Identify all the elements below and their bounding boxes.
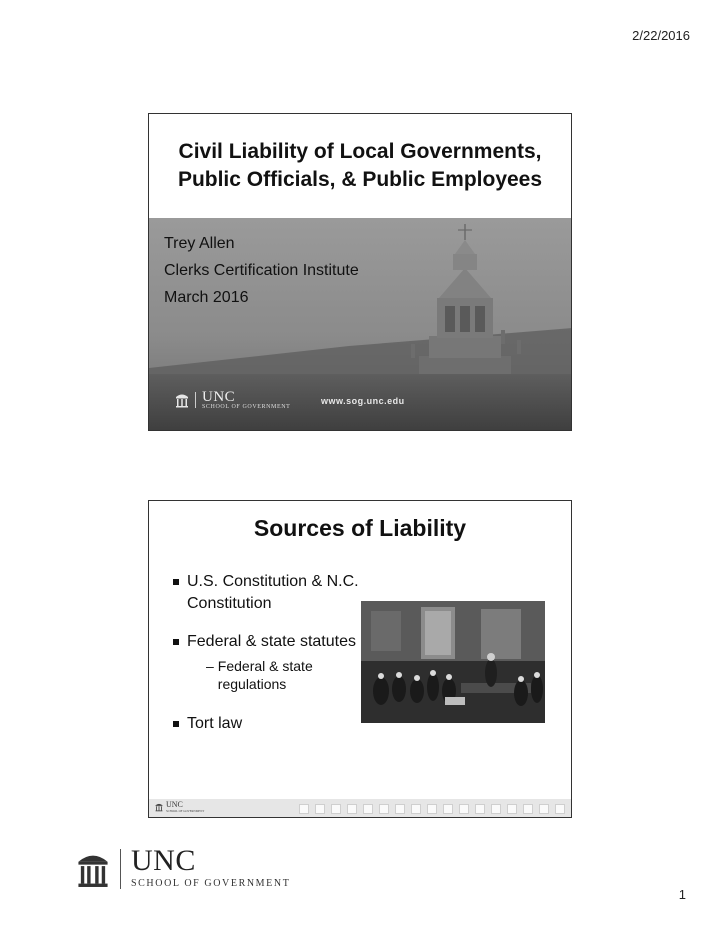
list-item-text: U.S. Constitution & N.C. Constitution — [187, 573, 359, 612]
slide-title: Civil Liability of Local Governments, Public Officials, & Public Employees — [177, 140, 543, 191]
unc-wordmark: UNC — [166, 800, 183, 809]
sog-wordmark: SCHOOL OF GOVERNMENT — [131, 878, 291, 889]
sources-slide — [148, 500, 572, 818]
constitutional-convention-painting — [361, 601, 545, 723]
old-well-icon — [76, 849, 110, 889]
logo-divider — [120, 849, 121, 889]
sub-item-text: Federal & state regulations — [217, 658, 313, 692]
slide-details — [164, 230, 359, 311]
square-bullet-icon — [173, 579, 179, 585]
title-slide — [148, 113, 572, 431]
sog-wordmark: SCHOOL OF GOVERNMENT — [166, 809, 205, 813]
list-item — [173, 713, 359, 735]
square-bullet-icon — [173, 721, 179, 727]
list-item — [173, 571, 359, 615]
unc-wordmark: UNC — [202, 389, 236, 405]
sub-list-item — [206, 657, 359, 693]
footer-decoration — [299, 804, 565, 814]
old-well-icon — [175, 392, 189, 408]
slide-footer-bar — [149, 799, 571, 817]
list-item-text: Tort law — [187, 715, 243, 732]
slide-title: Sources of Liability — [253, 515, 467, 541]
website-url[interactable]: www.sog.unc.edu — [321, 396, 405, 406]
unc-sog-logo — [76, 844, 291, 889]
slide-body — [149, 218, 571, 431]
square-bullet-icon — [173, 639, 179, 645]
sog-wordmark: SCHOOL OF GOVERNMENT — [202, 404, 291, 410]
list-item-text: Federal & state statutes — [187, 633, 356, 650]
slide-title-area — [149, 114, 571, 218]
old-well-icon — [155, 802, 163, 812]
list-item — [173, 631, 359, 653]
event-date: March 2016 — [164, 289, 249, 306]
event-name: Clerks Certification Institute — [164, 262, 359, 279]
page-date: 2/22/2016 — [632, 28, 690, 43]
unc-logo — [175, 390, 290, 410]
page-number: 1 — [678, 887, 686, 902]
unc-logo — [155, 801, 204, 813]
unc-wordmark: UNC — [131, 844, 196, 877]
dash-bullet-icon: – — [206, 658, 214, 674]
bullet-list — [173, 571, 359, 751]
presenter-name: Trey Allen — [164, 235, 235, 252]
